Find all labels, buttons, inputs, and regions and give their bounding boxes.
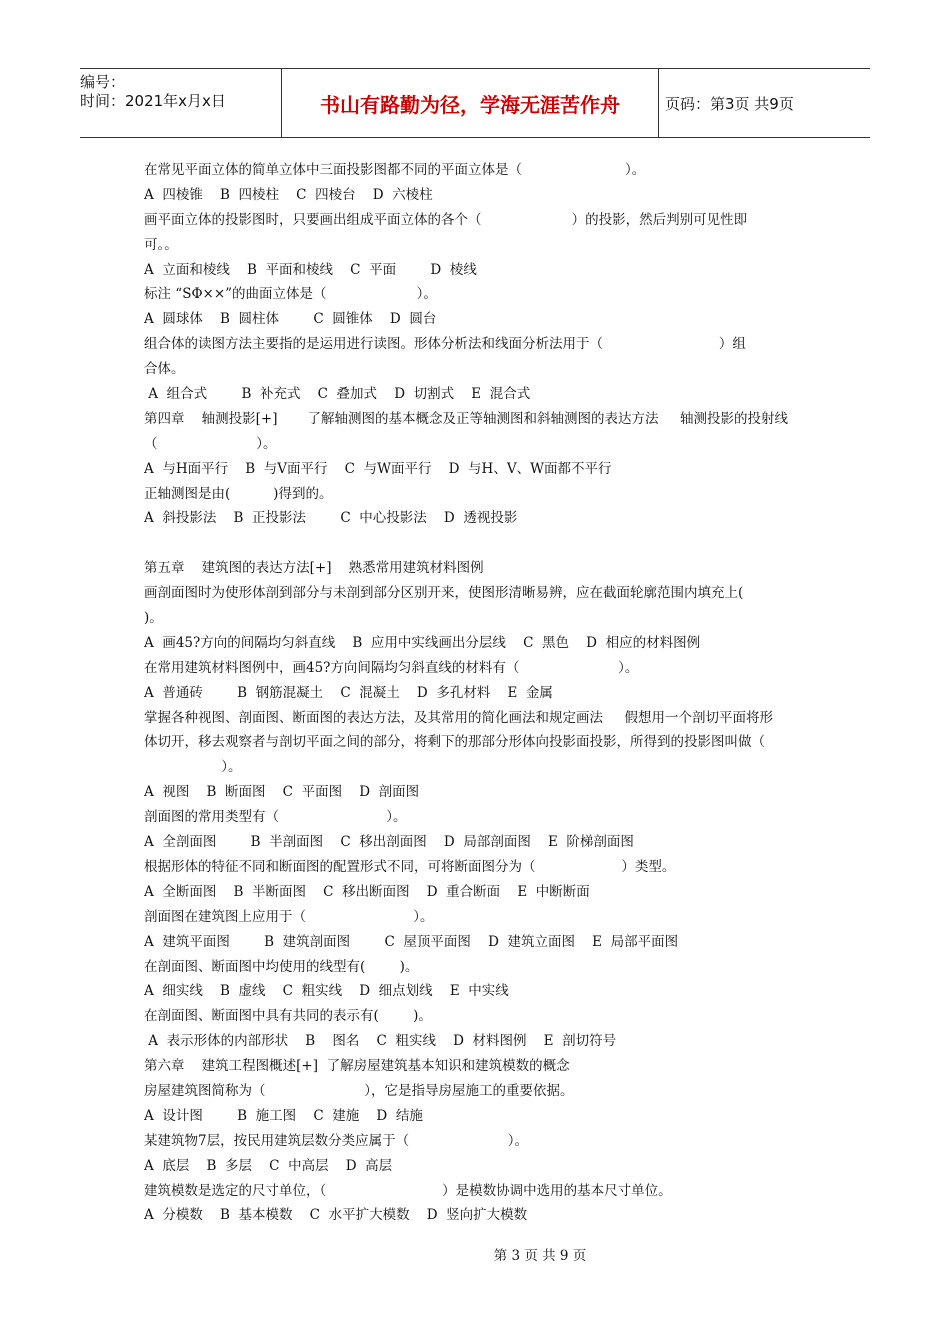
text-line: 正轴测图是由( )得到的。 [144, 485, 333, 502]
text-line: A 画45?方向的间隔均匀斜直线 B 应用中实线画出分层线 C 黑色 D 相应的材料图例 [144, 634, 701, 651]
text-line: 体切开，移去观察者与剖切平面之间的部分，将剩下的那部分形体向投影面投影，所得到的投影图叫做（ [144, 734, 765, 751]
header-meta [80, 69, 281, 137]
text-line: A 底层 B 多层 C 中高层 D 高层 [144, 1157, 393, 1174]
text-line: 在剖面图、断面图中均使用的线型有( )。 [144, 958, 419, 975]
text-line: 组合体的读图方法主要指的是运用进行读图。形体分析法和线面分析法用于（ ）组 [144, 336, 746, 353]
text-line: A 四棱锥 B 四棱柱 C 四棱台 D 六棱柱 [144, 186, 433, 203]
text-line: 画平面立体的投影图时，只要画出组成平面立体的各个（ ）的投影，然后判别可见性即 [144, 211, 748, 228]
text-line: 在剖面图、断面图中具有共同的表示有( )。 [144, 1008, 432, 1025]
text-line: 第六章 建筑工程图概述[+] 了解房屋建筑基本知识和建筑模数的概念 [144, 1058, 570, 1075]
footer-page-number: 第 3 页 共 9 页 [493, 1248, 587, 1264]
header-motto: 书山有路勤为径，学海无涯苦作舟 [281, 69, 659, 137]
text-line: 标注 “SΦ××”的曲面立体是（ ）。 [144, 286, 437, 303]
text-line: 剖面图的常用类型有（ ）。 [144, 809, 407, 826]
text-line: 房屋建筑图简称为（ ），它是指导房屋施工的重要依据。 [144, 1082, 574, 1099]
document-body [144, 158, 810, 1228]
text-line: 可。。 [144, 236, 178, 253]
text-line: ）。 [144, 759, 242, 776]
header-page-label: 页码：第3页 共9页 [665, 94, 794, 113]
text-line: 画剖面图时为使形体剖到部分与未剖到部分区别开来，使图形清晰易辨，应在截面轮廓范围内填充上( [144, 585, 744, 602]
text-line: A 立面和棱线 B 平面和棱线 C 平面 D 棱线 [144, 261, 477, 278]
text-line: 剖面图在建筑图上应用于（ ）。 [144, 908, 434, 925]
text-line: （ ）。 [144, 435, 277, 452]
document-date-label: 时间：2021年x月x日 [80, 92, 226, 110]
text-line: 建筑模数是选定的尺寸单位，（ ）是模数协调中选用的基本尺寸单位。 [144, 1182, 672, 1199]
text-line [144, 531, 810, 556]
text-line: A 表示形体的内部形状 B 图名 C 粗实线 D 材料图例 E 剖切符号 [144, 1033, 617, 1050]
text-line: A 组合式 B 补充式 C 叠加式 D 切割式 E 混合式 [144, 386, 531, 403]
text-line: A 圆球体 B 圆柱体 C 圆锥体 D 圆台 [144, 311, 437, 328]
text-line: A 普通砖 B 钢筋混凝土 C 混凝土 D 多孔材料 E 金属 [144, 684, 553, 701]
text-line: 第五章 建筑图的表达方法[+] 熟悉常用建筑材料图例 [144, 560, 484, 577]
page-header [80, 68, 870, 138]
text-line: A 与H面平行 B 与V面平行 C 与W面平行 D 与H、V、W面都不平行 [144, 460, 612, 477]
text-line: A 分模数 B 基本模数 C 水平扩大模数 D 竖向扩大模数 [144, 1207, 528, 1224]
text-line: )。 [144, 610, 163, 627]
text-line: 某建筑物7层，按民用建筑层数分类应属于（ ）。 [144, 1132, 529, 1149]
text-line: A 全断面图 B 半断面图 C 移出断面图 D 重合断面 E 中断断面 [144, 883, 590, 900]
page-footer [0, 1244, 950, 1264]
document-number-label: 编号： [80, 73, 126, 91]
text-line: 合体。 [144, 361, 185, 378]
text-line: A 设计图 B 施工图 C 建施 D 结施 [144, 1107, 423, 1124]
text-line: A 全剖面图 B 半剖面图 C 移出剖面图 D 局部剖面图 E 阶梯剖面图 [144, 834, 634, 851]
text-line: A 细实线 B 虚线 C 粗实线 D 细点划线 E 中实线 [144, 983, 509, 1000]
text-line: 在常见平面立体的简单立体中三面投影图都不同的平面立体是（ ）。 [144, 162, 646, 178]
text-line: 在常用建筑材料图例中，画45?方向间隔均匀斜直线的材料有（ ）。 [144, 659, 639, 676]
text-line: A 视图 B 断面图 C 平面图 D 剖面图 [144, 784, 420, 801]
text-line: A 建筑平面图 B 建筑剖面图 C 屋顶平面图 D 建筑立面图 E 局部平面图 [144, 933, 679, 950]
text-line: 第四章 轴测投影[+] 了解轴测图的基本概念及正等轴测图和斜轴测图的表达方法 轴测投影的投射线 [144, 410, 789, 427]
text-line: 根据形体的特征不同和断面图的配置形式不同，可将断面图分为（ ）类型。 [144, 858, 676, 875]
text-line: 掌握各种视图、剖面图、断面图的表达方法，及其常用的简化画法和规定画法 假想用一个剖切平面将形 [144, 709, 773, 726]
text-line: A 斜投影法 B 正投影法 C 中心投影法 D 透视投影 [144, 510, 518, 527]
